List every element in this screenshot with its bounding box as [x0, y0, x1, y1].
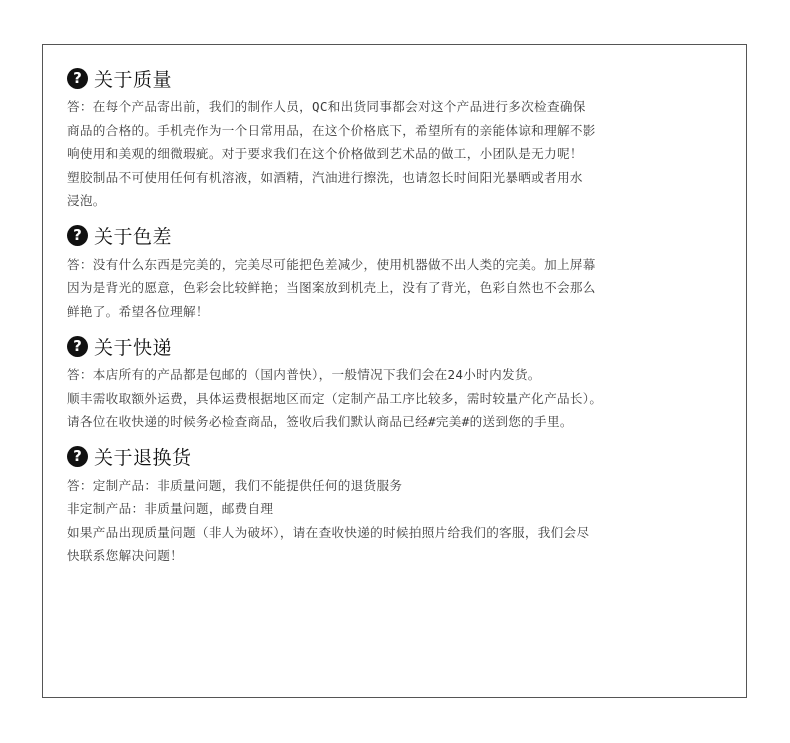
body-line: 如果产品出现质量问题（非人为破坏），请在查收快递的时候拍照片给我们的客服，我们会尽 — [67, 524, 590, 540]
section-title: 关于色差 — [94, 226, 173, 248]
body-line: 答：定制产品：非质量问题，我们不能提供任何的退货服务 — [67, 477, 403, 493]
body-line: 鲜艳了。希望各位理解！ — [67, 303, 209, 319]
faq-card — [42, 44, 747, 698]
body-line: 因为是背光的愿意，色彩会比较鲜艳；当图案放到机壳上，没有了背光，色彩自然也不会那么 — [67, 280, 596, 295]
body-line: 响使用和美观的细微瑕疵。对于要求我们在这个价格做到艺术品的做工，小团队是无力呢！ — [67, 146, 583, 161]
faq-section-returns — [67, 444, 746, 568]
section-heading — [67, 333, 746, 359]
faq-section-color-difference — [67, 223, 746, 324]
question-circle-icon: ? — [67, 68, 88, 89]
body-line: 顺丰需收取额外运费，具体运费根据地区而定（定制产品工序比较多，需时较量产化产品长）。 — [67, 390, 603, 406]
section-body — [67, 363, 746, 434]
question-circle-icon: ? — [67, 225, 88, 246]
section-heading — [67, 223, 746, 249]
question-circle-icon: ? — [67, 446, 88, 467]
section-body — [67, 474, 746, 568]
body-line: 答：本店所有的产品都是包邮的（国内普快），一般情况下我们会在24小时内发货。 — [67, 367, 541, 382]
body-line: 浸泡。 — [67, 193, 106, 208]
faq-section-quality — [67, 65, 746, 213]
body-line: 商品的合格的。手机壳作为一个日常用品，在这个价格底下，希望所有的亲能体谅和理解不影 — [67, 122, 596, 138]
section-body — [67, 95, 746, 213]
body-line: 非定制产品：非质量问题，邮费自理 — [67, 501, 274, 516]
section-title: 关于快递 — [94, 336, 173, 359]
body-line: 答：在每个产品寄出前，我们的制作人员，QC和出货同事都会对这个产品进行多次检查确保 — [67, 99, 586, 114]
body-line: 请各位在收快递的时候务必检查商品，签收后我们默认商品已经#完美#的送到您的手里。 — [67, 414, 573, 429]
question-circle-icon: ? — [67, 336, 88, 357]
section-heading — [67, 65, 746, 91]
section-title: 关于质量 — [94, 68, 173, 91]
section-heading — [67, 444, 746, 470]
body-line: 塑胶制品不可使用任何有机溶液，如酒精，汽油进行擦洗，也请忽长时间阳光暴晒或者用水 — [67, 169, 583, 185]
body-line: 快联系您解决问题！ — [67, 548, 184, 563]
body-line: 答：没有什么东西是完美的，完美尽可能把色差减少，使用机器做不出人类的完美。加上屏幕 — [67, 256, 596, 272]
faq-section-delivery — [67, 333, 746, 434]
section-body — [67, 253, 746, 324]
section-title: 关于退换货 — [94, 447, 192, 469]
